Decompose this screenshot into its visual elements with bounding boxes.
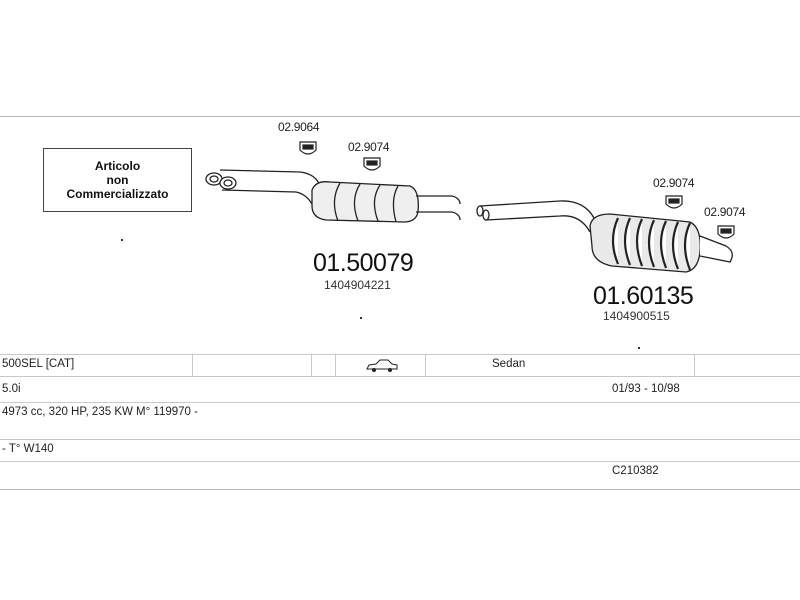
exhaust-clamp-icon — [364, 158, 380, 170]
part-oe-number: 1404900515 — [603, 309, 670, 323]
mount-code-label: 02.9074 — [704, 205, 746, 219]
years-cell: 01/93 - 10/98 — [612, 383, 680, 395]
mount-code-label: 02.9064 — [278, 120, 320, 134]
table-column-divider — [425, 354, 426, 376]
catalog-code-cell: C210382 — [612, 465, 659, 477]
notice-line-1: Articolo — [94, 159, 141, 173]
sedan-car-icon — [366, 359, 398, 376]
table-divider — [0, 461, 800, 462]
front-muffler-drawing — [206, 170, 460, 222]
table-column-divider — [694, 354, 695, 376]
specs-cell: 4973 cc, 320 HP, 235 KW M° 119970 - — [2, 406, 198, 418]
part-oe-number: 1404904221 — [324, 278, 391, 292]
notice-line-2: non — [106, 173, 129, 187]
table-divider — [0, 354, 800, 355]
mount-code-label: 02.9074 — [348, 140, 390, 154]
exhaust-clamp-icon — [718, 226, 734, 238]
exhaust-clamp-icon — [300, 142, 316, 154]
mount-code-label: 02.9074 — [653, 176, 695, 190]
model-cell: 500SEL [CAT] — [2, 358, 75, 370]
type-cell: - T° W140 — [2, 443, 54, 455]
marker-dot — [638, 347, 640, 349]
table-divider — [0, 402, 800, 403]
marker-dot — [121, 239, 123, 241]
table-divider — [0, 439, 800, 440]
marker-dot — [360, 317, 362, 319]
part-code: 01.60135 — [593, 282, 694, 310]
table-column-divider — [192, 354, 193, 376]
table-column-divider — [335, 354, 336, 376]
exhaust-clamp-icon — [666, 196, 682, 208]
notice-line-3: Commercializzato — [66, 187, 169, 201]
part-code: 01.50079 — [313, 249, 414, 277]
body-type-cell: Sedan — [492, 358, 526, 370]
engine-cell: 5.0i — [2, 383, 21, 395]
table-divider — [0, 376, 800, 377]
rear-muffler-drawing — [477, 201, 732, 272]
table-column-divider — [311, 354, 312, 376]
